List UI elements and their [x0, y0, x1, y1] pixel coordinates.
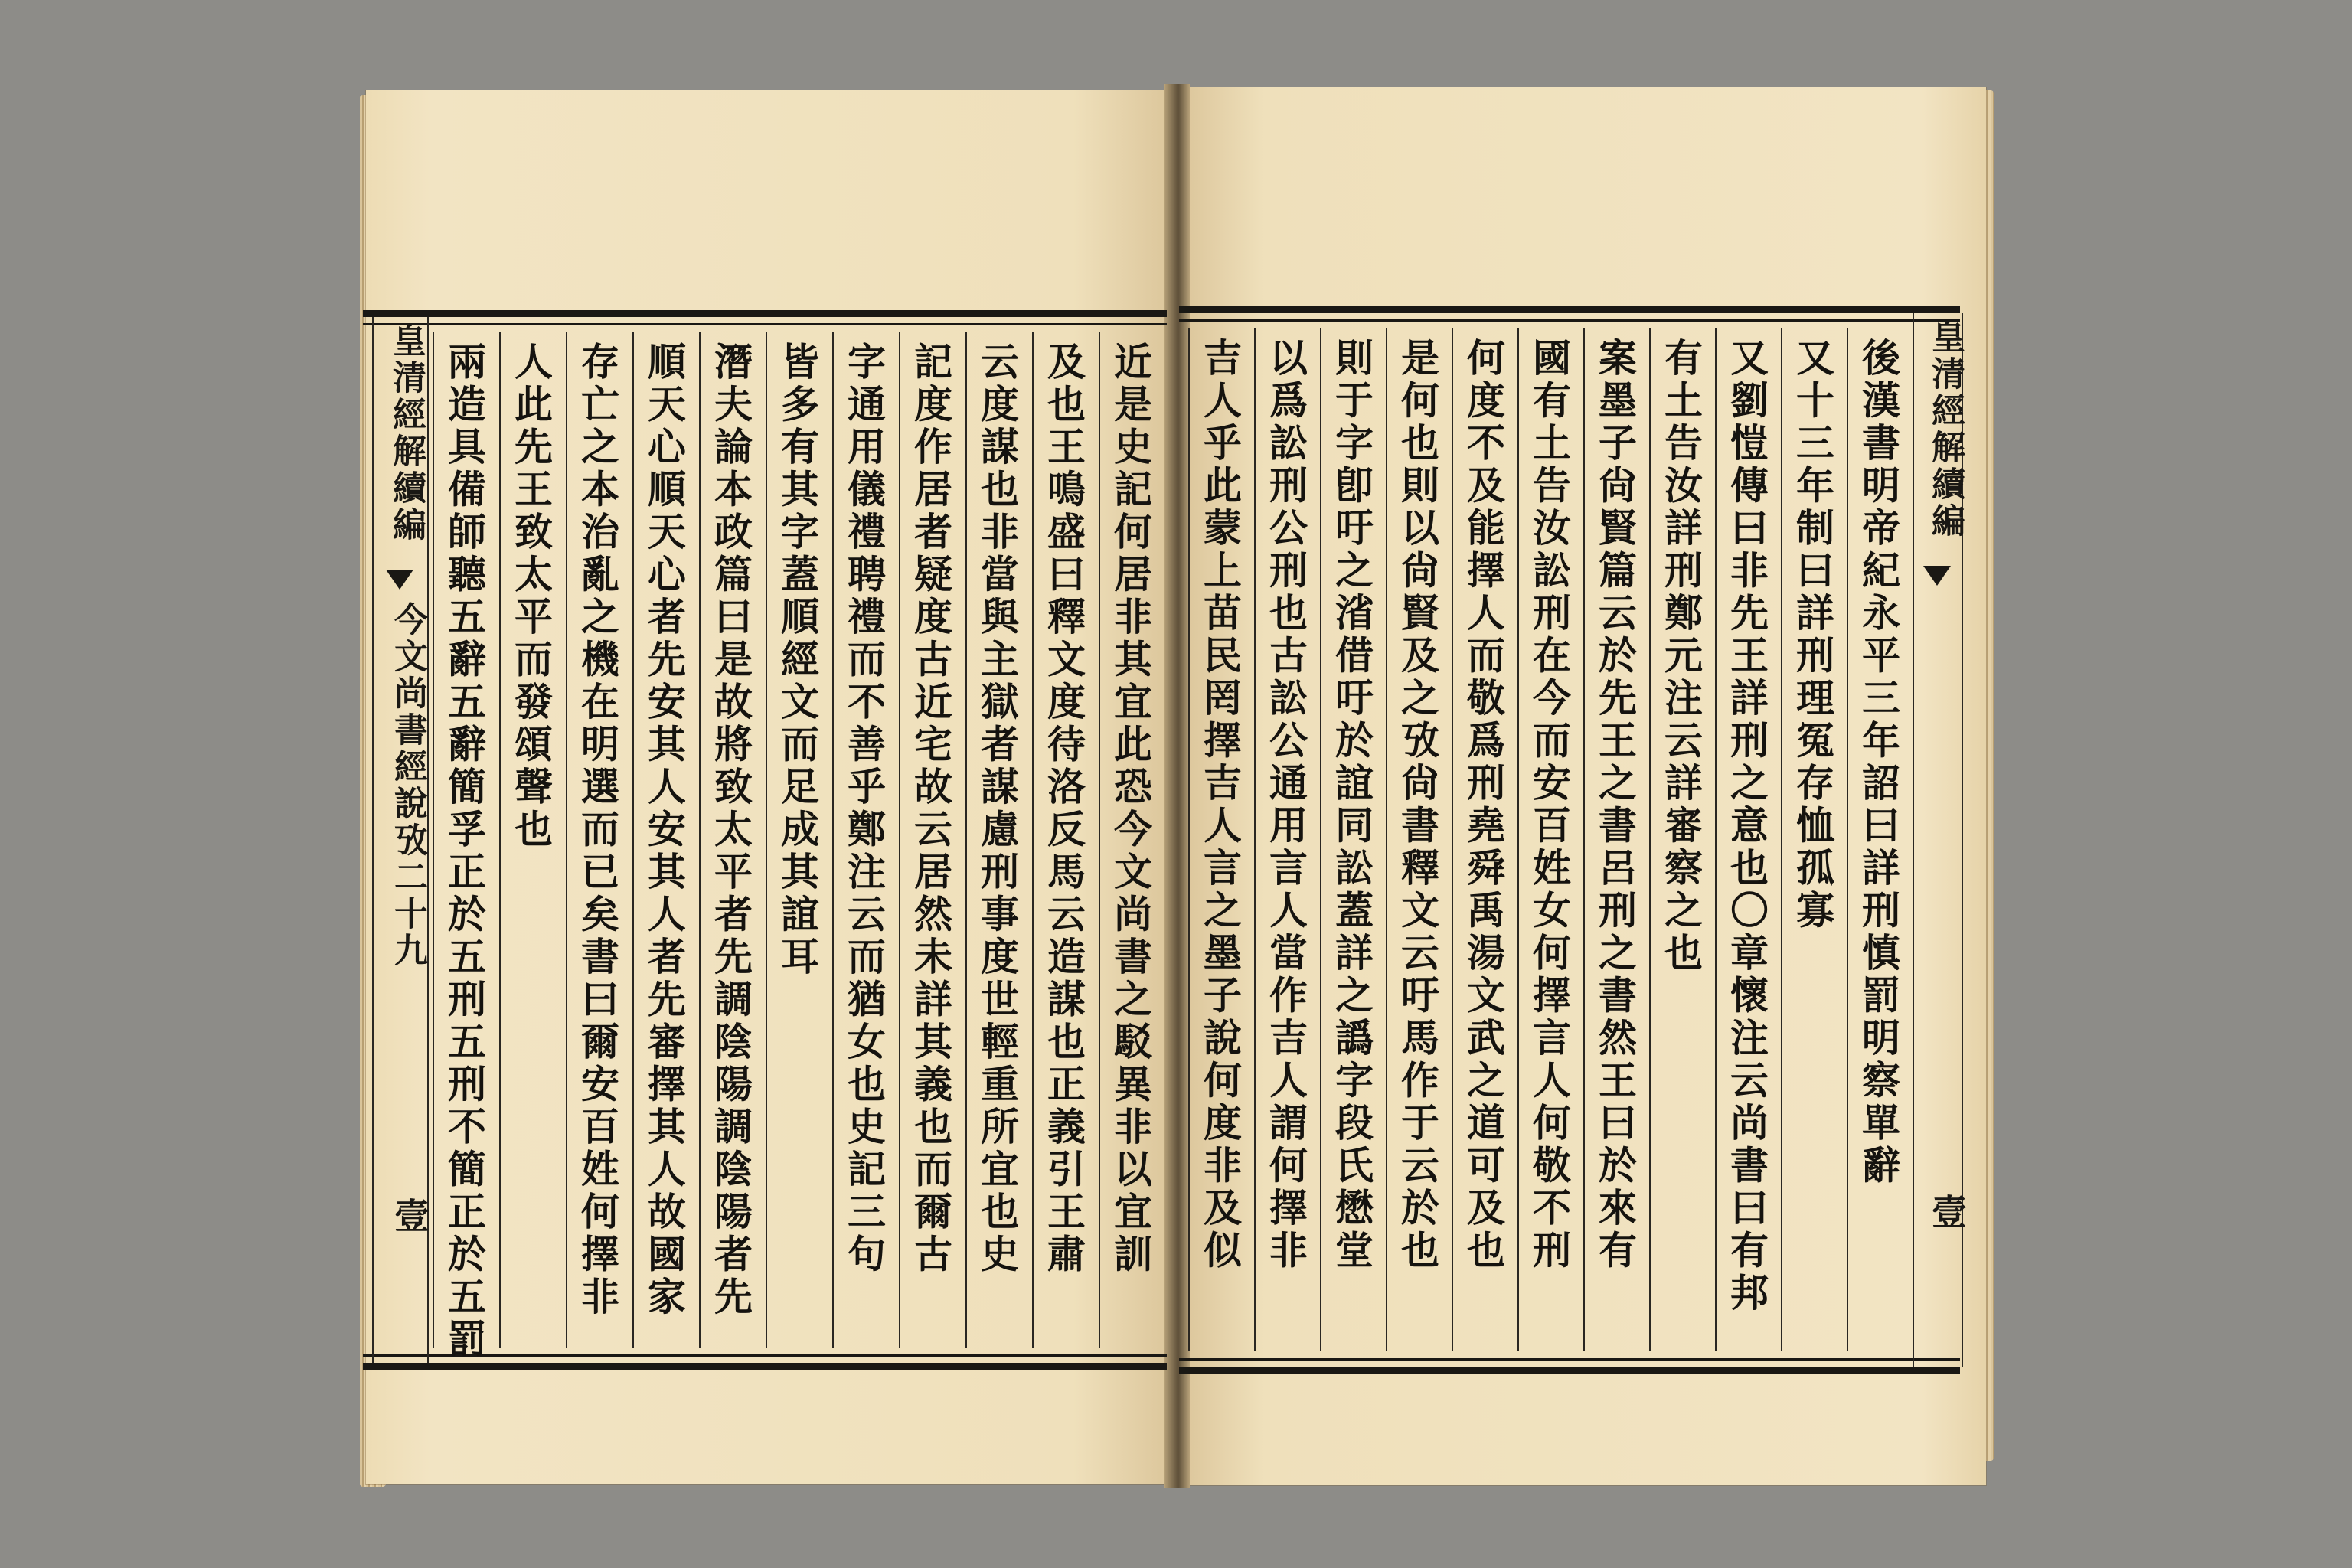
- column-text: 則于字卽吁之渻借吁於誼同訟蓋詳之譌字段氏懋堂: [1329, 338, 1374, 1272]
- fishtail-mark: [386, 570, 413, 590]
- column-text: 近是史記何居非其宜此恐今文尚書之駁異非以宜訓: [1108, 341, 1153, 1276]
- column-text: 潛夫論本政篇曰是故將致太平者先調陰陽調陰陽者先: [708, 341, 753, 1319]
- text-column: [1099, 332, 1167, 1348]
- column-text: 案墨子尙賢篇云於先王之書呂刑之書然王曰於來有: [1592, 338, 1638, 1272]
- column-text: 皆多有其字蓋順經文而足成其誼耳: [775, 341, 820, 979]
- right-page-number: 壹: [1926, 1194, 1968, 1229]
- text-column: [1781, 328, 1848, 1351]
- text-column: [766, 332, 834, 1348]
- left-page-number: 壹: [389, 1197, 430, 1233]
- fishtail-mark: [1923, 566, 1951, 586]
- column-text: 吉人乎此蒙上苗民罔擇吉人言之墨子說何度非及似: [1197, 338, 1243, 1272]
- text-column: [1320, 328, 1387, 1351]
- text-column: [1715, 328, 1782, 1351]
- right-page-frame: [1179, 306, 1968, 1374]
- column-text: 順天心順天心者先安其人安其人者先審擇其人故國家: [642, 341, 687, 1319]
- frame-rule-bottom: [1179, 1358, 1960, 1361]
- right-margin-title: 皇清經解續編: [1926, 319, 1965, 540]
- text-column: [899, 332, 967, 1348]
- column-text: 國有土告汝訟刑在今而安百姓女何擇言人何敬不刑: [1527, 338, 1572, 1272]
- text-column: [1188, 328, 1256, 1351]
- text-column: [433, 332, 501, 1361]
- left-page-frame: [363, 310, 1167, 1370]
- column-text: 兩造具備師聽五辭五辭簡孚正於五刑五刑不簡正於五罰: [442, 341, 487, 1361]
- column-text: 有土告汝詳刑鄭元注云詳審察之也: [1658, 338, 1704, 975]
- text-column: [1847, 328, 1914, 1351]
- text-column: [1649, 328, 1717, 1351]
- column-text: 記度作居者疑度古近宅故云居然未詳其義也而爾古: [908, 341, 953, 1276]
- column-text: 是何也則以尙賢及之攷尙書釋文云吁馬作于云於也: [1395, 338, 1440, 1272]
- left-section-title: 今文尚書經說攷二十九: [388, 602, 427, 969]
- column-text: 人此先王致太平而發頌聲也: [508, 341, 554, 851]
- column-text: 云度謀也非當與主獄者謀慮刑事度世輕重所宜也史: [975, 341, 1020, 1276]
- column-text: 又十三年制曰詳刑理冤存恤孤寡: [1790, 338, 1835, 933]
- column-text: 以爲訟刑公刑也古訟公通用言人當作吉人謂何擇非: [1263, 338, 1308, 1272]
- text-column: [499, 332, 567, 1348]
- column-text: 存亡之本治亂之機在明選而已矣書曰爾安百姓何擇非: [575, 341, 620, 1319]
- frame-rule-top: [1179, 319, 1960, 322]
- text-column: [1517, 328, 1585, 1351]
- column-text: 又劉愷傳曰非先王詳刑之意也〇章懷注云尚書曰有邦: [1724, 338, 1769, 1315]
- text-column: [699, 332, 767, 1348]
- right-center-column: [1913, 313, 1968, 1367]
- column-text: 字通用儀禮聘禮而不善乎鄭注云而猶女也史記三句: [841, 341, 887, 1276]
- column-text: 及也王鳴盛曰釋文度待洛反馬云造謀也正義引王肅: [1041, 341, 1086, 1276]
- text-column: [1386, 328, 1453, 1351]
- left-margin-title: 皇清經解續編: [387, 323, 426, 544]
- text-column: [832, 332, 900, 1348]
- frame-rule-top: [363, 323, 1167, 325]
- left-center-column: [372, 317, 429, 1363]
- column-text: 後漢書明帝紀永平三年詔曰詳刑慎罰明察單辭: [1856, 338, 1901, 1187]
- text-column: [1583, 328, 1651, 1351]
- text-column: [632, 332, 701, 1348]
- text-column: [1452, 328, 1519, 1351]
- text-column: [566, 332, 634, 1348]
- text-column: [965, 332, 1034, 1348]
- text-column: [1032, 332, 1100, 1348]
- column-text: 何度不及能擇人而敬爲刑堯舜禹湯文武之道可及也: [1461, 338, 1506, 1272]
- text-column: [1254, 328, 1321, 1351]
